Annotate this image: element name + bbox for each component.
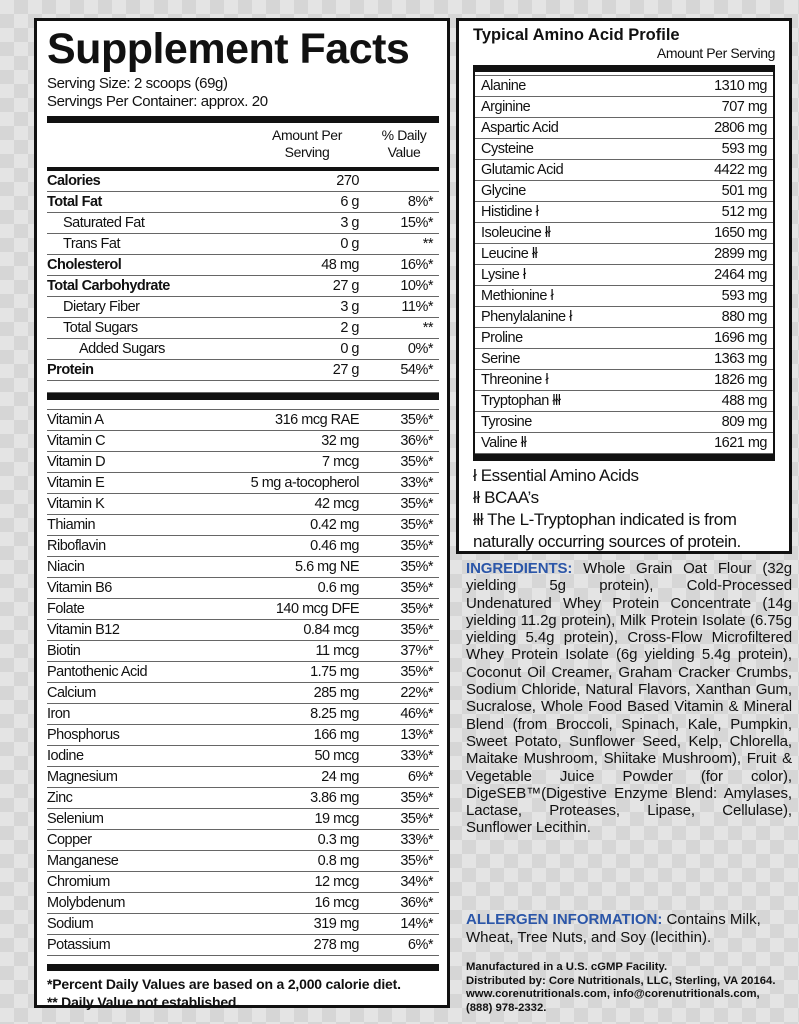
nutrient-row [47,872,439,893]
nutrient-row [47,641,439,662]
nutrient-row [47,830,439,851]
note: ł Essential Amino Acids [473,466,639,485]
amino-name: Alanine [481,78,526,94]
amino-amount: 2464 mg [714,267,767,283]
nutrient-dv: 22%* [400,685,433,701]
nutrient-name: Molybdenum [47,895,126,911]
amino-amount: 4422 mg [714,162,767,178]
manufacturer-line: Distributed by: Core Nutritionals, LLC, Sterling, VA 20164. [466,974,776,987]
supplement-facts-panel [34,18,450,1008]
amino-notes [473,461,775,553]
divider [47,393,439,400]
allergen-info [466,911,792,947]
nutrient-amount: 285 mg [313,685,359,701]
ingredients-label: INGREDIENTS: [466,560,573,577]
amino-amount: 1310 mg [714,78,767,94]
nutrient-amount: 278 mg [313,937,359,953]
nutrient-name: Phosphorus [47,727,120,743]
amino-amount: 488 mg [721,393,767,409]
amino-amount: 1650 mg [714,225,767,241]
divider [47,964,439,971]
nutrient-amount: 50 mcg [314,748,359,764]
nutrient-row [47,431,439,452]
manufacturer-line: www.corenutritionals.com, info@corenutritionals.com, [466,988,760,1000]
nutrient-name: Vitamin B6 [47,580,112,596]
nutrient-amount: 0.46 mg [310,538,359,554]
amino-name: Proline [481,330,523,346]
amino-row [475,370,773,391]
nutrient-dv: 15%* [400,215,433,231]
amino-row [475,223,773,244]
amino-name: Valine łł [481,435,527,451]
footnote: *Percent Daily Values are based on a 2,000 calorie diet. [47,976,401,992]
nutrient-row [47,683,439,704]
nutrient-amount: 3.86 mg [310,790,359,806]
column-header [47,123,439,167]
amino-row [475,433,773,454]
nutrient-name: Riboflavin [47,538,106,554]
amino-amount: 2899 mg [714,246,767,262]
nutrient-dv: 35%* [400,622,433,638]
nutrient-amount: 32 mg [321,433,359,449]
amino-amount: 1696 mg [714,330,767,346]
nutrient-amount: 48 mg [321,257,359,273]
ingredients-text: Whole Grain Oat Flour (32g yielding 5g protein), Cold-Processed Undenatured Whey Protein Concentrate (14g yielding 11.2g protein), Milk Protein Isolate (6.75g yielding 5.4g protein), Cross-Flow Microfiltered Whey Protein Isolate (6g yielding 5.4g protein), Coconut Oil Creamer, Graham Cracker Crumbs, Sodium Chloride, Natural Flavors, Xanthan Gum, Sucralose, Whole Food Based Vitamin & Mineral Blend (from Broccoli, Spinach, Kale, Pumpkin, Sweet Potato, Sunflower Seed, Kelp, Chlorella, Maitake Mushroom, Shiitake Mushroom), Fruit & Vegetable Juice Powder (for color), DigeSEB™(Digestive Enzyme Blend: Amylases, Lactase, Proteases, Lipase, Cellulase), Sunflower Lecithin. [466,560,792,837]
nutrient-name: Niacin [47,559,85,575]
nutrient-name: Calcium [47,685,96,701]
servings-per-container: Servings Per Container: approx. 20 [47,93,268,110]
nutrient-amount: 0 g [340,236,359,252]
nutrient-dv: 14%* [400,916,433,932]
nutrient-amount: 319 mg [313,916,359,932]
amino-name: Glycine [481,183,526,199]
nutrient-name: Dietary Fiber [63,299,140,315]
amino-row [475,139,773,160]
nutrient-dv: 35%* [400,538,433,554]
amino-amount: 501 mg [721,183,767,199]
nutrient-name: Vitamin D [47,454,106,470]
nutrient-name: Vitamin K [47,496,105,512]
nutrient-row [47,494,439,515]
nutrient-dv: 36%* [400,433,433,449]
amino-amount: 593 mg [721,141,767,157]
nutrient-row [47,452,439,473]
nutrient-dv: 0%* [407,341,433,357]
nutrient-name: Vitamin A [47,412,104,428]
nutrient-dv: 35%* [400,601,433,617]
amino-name: Isoleucine łł [481,225,551,241]
nutrient-name: Zinc [47,790,73,806]
nutrient-dv [359,171,439,191]
nutrient-name: Pantothenic Acid [47,664,148,680]
nutrient-dv: 13%* [400,727,433,743]
nutrient-amount: 12 mcg [314,874,359,890]
nutrient-name: Vitamin C [47,433,106,449]
nutrient-name: Protein [47,362,94,378]
amino-row [475,349,773,370]
nutrient-dv: 33%* [400,748,433,764]
amino-amount: 1826 mg [714,372,767,388]
divider [475,65,773,72]
amino-row [475,286,773,307]
nutrient-row [47,746,439,767]
nutrient-row [47,704,439,725]
nutrient-dv: 35%* [400,853,433,869]
macro-table [47,171,439,381]
nutrient-name: Selenium [47,811,104,827]
amino-row [475,412,773,433]
nutrient-row [47,851,439,872]
nutrient-row [47,578,439,599]
nutrient-amount: 16 mcg [314,895,359,911]
nutrient-dv: 11%* [401,299,433,315]
nutrient-dv: 35%* [400,580,433,596]
amino-title: Typical Amino Acid Profile [473,26,680,44]
nutrient-row [47,192,439,213]
footnote: ** Daily Value not established. [47,994,240,1010]
nutrient-amount: 5.6 mg NE [295,559,359,575]
amino-row [475,160,773,181]
amino-row [475,118,773,139]
nutrient-name: Calories [47,173,101,189]
amino-row [475,202,773,223]
nutrient-row [47,599,439,620]
amino-amount: 880 mg [721,309,767,325]
amino-name: Tyrosine [481,414,532,430]
nutrient-dv: 35%* [400,517,433,533]
nutrient-dv: 35%* [400,412,433,428]
amino-amount: 2806 mg [714,120,767,136]
nutrient-name: Iron [47,706,70,722]
nutrient-name: Copper [47,832,92,848]
nutrient-amount: 0.6 mg [317,580,359,596]
nutrient-dv: 35%* [400,496,433,512]
nutrient-dv: 46%* [400,706,433,722]
amino-row [475,265,773,286]
note: łł BCAA’s [473,488,539,507]
amino-name: Arginine [481,99,531,115]
nutrient-name: Potassium [47,937,111,953]
nutrient-name: Vitamin E [47,475,105,491]
nutrient-name: Cholesterol [47,257,122,273]
nutrient-amount: 5 mg a-tocopherol [250,475,359,491]
nutrient-row [47,662,439,683]
nutrient-row [47,515,439,536]
nutrient-dv: 35%* [400,664,433,680]
nutrient-name: Iodine [47,748,84,764]
amino-name: Glutamic Acid [481,162,564,178]
footnotes [47,971,439,1011]
nutrient-name: Thiamin [47,517,96,533]
nutrient-dv: 35%* [400,790,433,806]
nutrient-name: Folate [47,601,85,617]
nutrient-amount: 0.8 mg [317,853,359,869]
ingredients [466,560,792,837]
dv-header: % Daily Value [381,127,427,160]
nutrient-row [47,809,439,830]
amino-name: Threonine ł [481,372,549,388]
nutrient-dv: 54%* [400,362,433,378]
nutrient-dv: 34%* [400,874,433,890]
amino-name: Leucine łł [481,246,538,262]
nutrient-name: Added Sugars [79,341,165,357]
nutrient-name: Total Carbohydrate [47,278,170,294]
nutrient-name: Magnesium [47,769,118,785]
nutrient-amount: 19 mcg [314,811,359,827]
nutrient-amount: 0.3 mg [317,832,359,848]
nutrient-row [47,213,439,234]
nutrient-row [47,255,439,276]
amino-amount: 707 mg [721,99,767,115]
nutrient-amount: 7 mcg [322,454,359,470]
amino-row [475,328,773,349]
nutrient-row [47,536,439,557]
allergen-text: Contains Milk, Wheat, Tree Nuts, and Soy (lecithin). [466,911,761,946]
nutrient-row [47,276,439,297]
nutrient-amount: 1.75 mg [310,664,359,680]
nutrient-row [47,725,439,746]
nutrient-name: Manganese [47,853,119,869]
amino-amount: 809 mg [721,414,767,430]
nutrient-name: Biotin [47,643,81,659]
amino-amount: 512 mg [721,204,767,220]
nutrient-dv: 36%* [400,895,433,911]
nutrient-amount: 42 mcg [314,496,359,512]
nutrient-dv: 33%* [400,832,433,848]
nutrient-dv: 35%* [400,559,433,575]
nutrient-row [47,339,439,360]
amino-amount: 593 mg [721,288,767,304]
manufacturer-info [466,961,796,1015]
micronutrient-table [47,410,439,956]
nutrient-dv: 33%* [400,475,433,491]
nutrient-dv: ** [422,320,433,336]
nutrient-row [47,935,439,956]
nutrient-name: Trans Fat [63,236,121,252]
nutrient-name: Chromium [47,874,110,890]
nutrient-dv: 37%* [400,643,433,659]
nutrient-amount: 27 g [332,278,359,294]
nutrient-name: Sodium [47,916,94,932]
nutrient-amount: 8.25 mg [310,706,359,722]
nutrient-dv: 6%* [407,937,433,953]
nutrient-row [47,557,439,578]
amino-row [475,391,773,412]
manufacturer-line: (888) 978-2332. [466,1001,547,1014]
manufacturer-line: Manufactured in a U.S. cGMP Facility. [466,961,668,973]
nutrient-row [47,234,439,255]
note: łłł The L-Tryptophan indicated is from naturally occurring sources of protein. [473,510,741,551]
amino-subtitle: Amount Per Serving [656,45,775,61]
nutrient-dv: ** [422,236,433,252]
nutrient-name: Total Fat [47,194,102,210]
nutrient-dv: 16%* [400,257,433,273]
nutrient-amount: 6 g [340,194,359,210]
nutrient-row [47,318,439,339]
amino-name: Methionine ł [481,288,554,304]
nutrient-row [47,297,439,318]
amino-name: Cysteine [481,141,534,157]
nutrient-dv: 35%* [400,811,433,827]
nutrient-amount: 3 g [340,215,359,231]
serving-size: Serving Size: 2 scoops (69g) [47,75,228,92]
nutrient-amount: 2 g [340,320,359,336]
nutrient-row [47,171,439,192]
amino-row [475,181,773,202]
amino-name: Tryptophan łłł [481,393,561,409]
nutrient-row [47,767,439,788]
panel-title: Supplement Facts [47,25,410,73]
nutrient-row [47,360,439,381]
amino-table [475,76,773,454]
amino-name: Lysine ł [481,267,526,283]
nutrient-dv: 35%* [400,454,433,470]
divider [47,116,439,123]
nutrient-amount: 11 mcg [315,643,359,659]
nutrient-row [47,410,439,431]
amino-row [475,76,773,97]
nutrient-amount: 0 g [340,341,359,357]
amino-name: Phenylalanine ł [481,309,572,325]
nutrient-row [47,893,439,914]
nutrient-name: Total Sugars [63,320,138,336]
amino-name: Aspartic Acid [481,120,559,136]
amino-name: Serine [481,351,520,367]
amino-row [475,244,773,265]
nutrient-amount: 140 mcg DFE [275,601,359,617]
nutrient-amount: 0.84 mcg [303,622,359,638]
nutrient-amount: 316 mcg RAE [275,412,359,428]
nutrient-name: Saturated Fat [63,215,145,231]
nutrient-name: Vitamin B12 [47,622,120,638]
nutrient-row [47,914,439,935]
nutrient-row [47,788,439,809]
nutrient-amount: 270 [336,173,359,189]
amino-acid-panel [456,18,792,554]
nutrient-dv: 6%* [407,769,433,785]
amino-amount: 1363 mg [714,351,767,367]
nutrient-amount: 3 g [340,299,359,315]
allergen-label: ALLERGEN INFORMATION: [466,911,663,928]
nutrient-dv: 10%* [400,278,433,294]
nutrient-dv: 8%* [407,194,433,210]
amount-header: Amount Per Serving [272,127,342,160]
nutrient-amount: 166 mg [313,727,359,743]
nutrient-row [47,620,439,641]
nutrient-row [47,473,439,494]
amino-amount: 1621 mg [714,435,767,451]
amino-name: Histidine ł [481,204,539,220]
amino-row [475,307,773,328]
nutrient-amount: 27 g [332,362,359,378]
amino-row [475,97,773,118]
nutrient-amount: 0.42 mg [310,517,359,533]
nutrient-amount: 24 mg [321,769,359,785]
